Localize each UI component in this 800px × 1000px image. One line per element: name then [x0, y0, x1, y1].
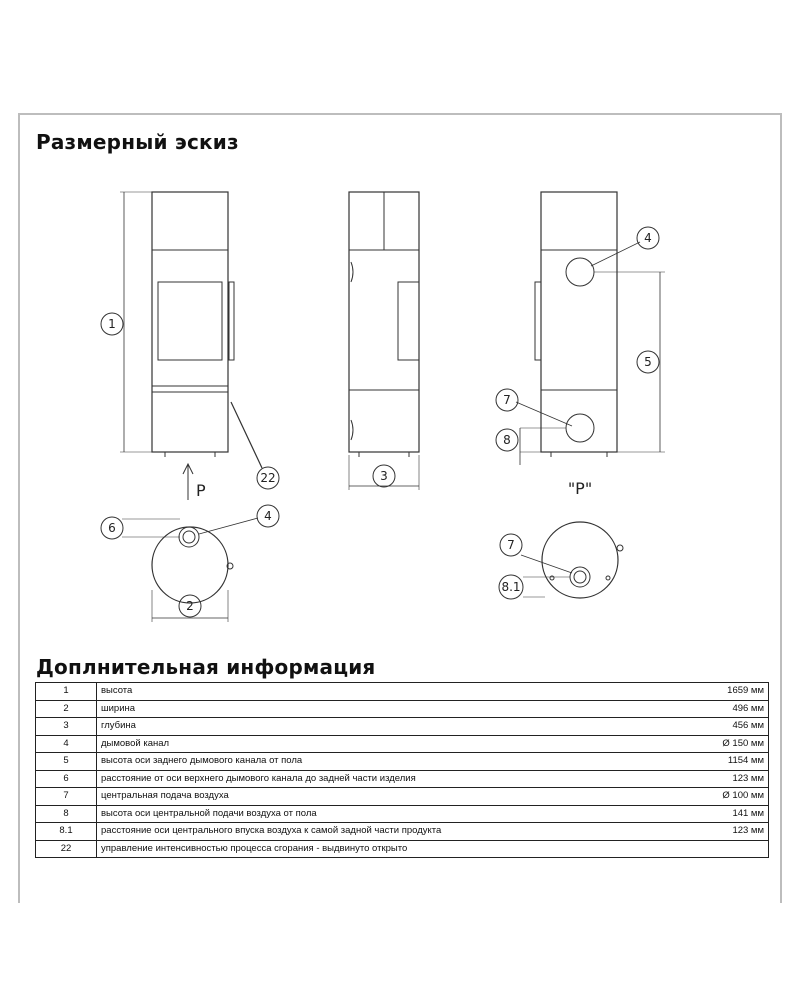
table-row: [36, 805, 769, 823]
p-arrow-label: P: [196, 481, 206, 500]
callout-4-back: 4: [644, 231, 652, 245]
cell-value: 496 мм: [670, 700, 769, 718]
cell-num: 1: [36, 683, 97, 701]
table-row: [36, 683, 769, 701]
table-row: [36, 788, 769, 806]
cell-value: Ø 150 мм: [670, 735, 769, 753]
cell-value: 123 мм: [670, 823, 769, 841]
p-view-label: "P": [567, 479, 593, 498]
table-row: [36, 823, 769, 841]
cell-value: 123 мм: [670, 770, 769, 788]
callout-3: 3: [380, 469, 388, 483]
bottom-view: [521, 522, 623, 598]
callout-8: 8: [503, 433, 511, 447]
cell-num: 22: [36, 840, 97, 858]
cell-value: Ø 100 мм: [670, 788, 769, 806]
table-row: [36, 735, 769, 753]
callout-7-back: 7: [503, 393, 511, 407]
callout-2: 2: [186, 599, 194, 613]
cell-num: 8.1: [36, 823, 97, 841]
callout-22: 22: [260, 471, 276, 485]
cell-value: 141 мм: [670, 805, 769, 823]
cell-desc: расстояние от оси верхнего дымового канала до задней части изделия: [97, 770, 671, 788]
table-row: [36, 840, 769, 858]
back-view: [516, 192, 665, 465]
cell-desc: высота оси заднего дымового канала от пола: [97, 753, 671, 771]
table-row: [36, 770, 769, 788]
cell-desc: дымовой канал: [97, 735, 671, 753]
table-row: [36, 700, 769, 718]
callout-6: 6: [108, 521, 116, 535]
cell-desc: глубина: [97, 718, 671, 736]
callout-7-bottom: 7: [507, 538, 515, 552]
cell-num: 3: [36, 718, 97, 736]
cell-desc: высота оси центральной подачи воздуха от пола: [97, 805, 671, 823]
section-title: Доплнительная информация: [36, 655, 376, 679]
cell-value: 1659 мм: [670, 683, 769, 701]
cell-value: 456 мм: [670, 718, 769, 736]
callout-1: 1: [108, 317, 116, 331]
table-row: [36, 718, 769, 736]
cell-num: 4: [36, 735, 97, 753]
cell-num: 2: [36, 700, 97, 718]
cell-num: 5: [36, 753, 97, 771]
page-title: Размерный эскиз: [36, 130, 239, 154]
cell-num: 8: [36, 805, 97, 823]
front-view: [120, 192, 262, 500]
table-row: [36, 753, 769, 771]
callout-8-1: 8.1: [501, 580, 521, 594]
cell-desc: высота: [97, 683, 671, 701]
cell-desc: центральная подача воздуха: [97, 788, 671, 806]
cell-desc: ширина: [97, 700, 671, 718]
cell-desc: расстояние оси центрального впуска воздуха к самой задной части продукта: [97, 823, 671, 841]
cell-value: 1154 мм: [670, 753, 769, 771]
callout-4-top: 4: [264, 509, 272, 523]
cell-num: 6: [36, 770, 97, 788]
side-view: [349, 192, 419, 490]
callout-5: 5: [644, 355, 652, 369]
info-table: [35, 682, 769, 858]
cell-value: [670, 840, 769, 858]
cell-desc: управление интенсивностью процесса сгорания - выдвинуто открыто: [97, 840, 671, 858]
cell-num: 7: [36, 788, 97, 806]
